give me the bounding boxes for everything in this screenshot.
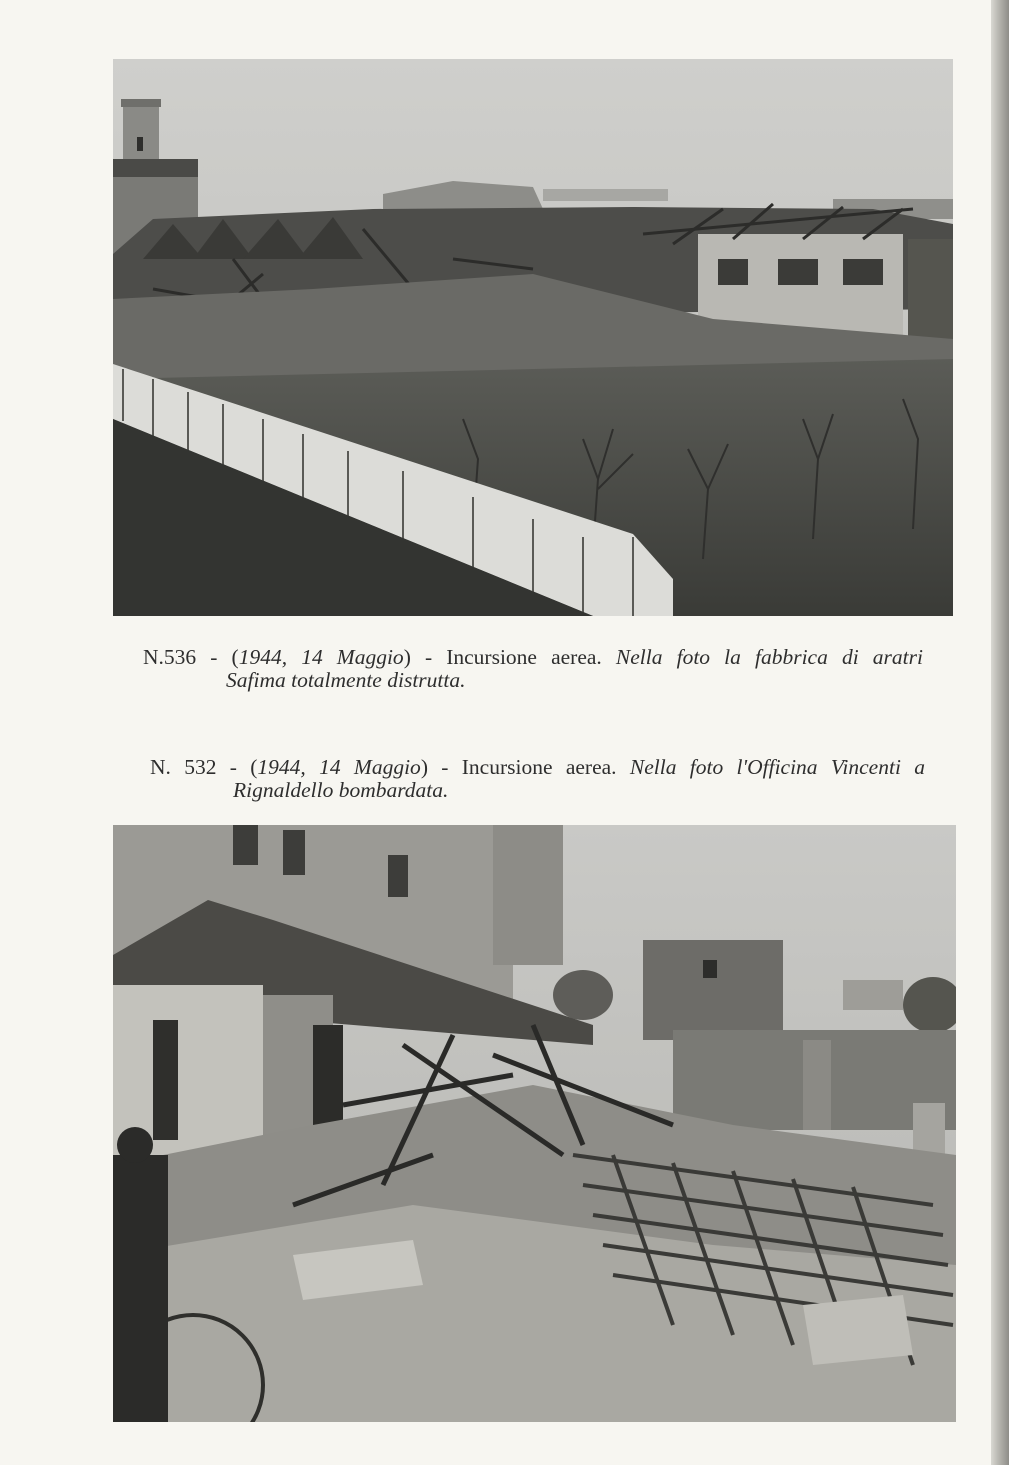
caption-line-1 (143, 646, 923, 669)
caption-n532 (150, 756, 925, 802)
caption-description: Nella foto l'Officina Vincenti a (616, 755, 925, 779)
caption-line-1 (150, 756, 925, 779)
photo-officina-vincenti (113, 825, 956, 1422)
caption-description-continued: Rignaldello bombardata. (233, 778, 449, 802)
photo-safima-factory (113, 59, 953, 616)
caption-description-continued: Safima totalmente distrutta. (226, 668, 466, 692)
caption-separator: ) - (403, 645, 447, 669)
caption-separator: - ( (196, 645, 239, 669)
caption-separator: ) - (420, 755, 462, 779)
caption-date: 1944, 14 Maggio (257, 755, 421, 779)
photo-safima-factory-image (113, 59, 953, 616)
caption-number: N.536 (143, 645, 197, 669)
caption-date: 1944, 14 Maggio (238, 645, 404, 669)
caption-separator: - ( (216, 755, 258, 779)
caption-event: Incursione aerea. (446, 645, 602, 669)
caption-number: N. 532 (150, 755, 217, 779)
photo-officina-vincenti-image (113, 825, 956, 1422)
caption-n536 (143, 646, 923, 692)
caption-event: Incursione aerea. (461, 755, 617, 779)
caption-description: Nella foto la fabbrica di aratri (601, 645, 923, 669)
page-edge-shadow (991, 0, 1009, 1465)
